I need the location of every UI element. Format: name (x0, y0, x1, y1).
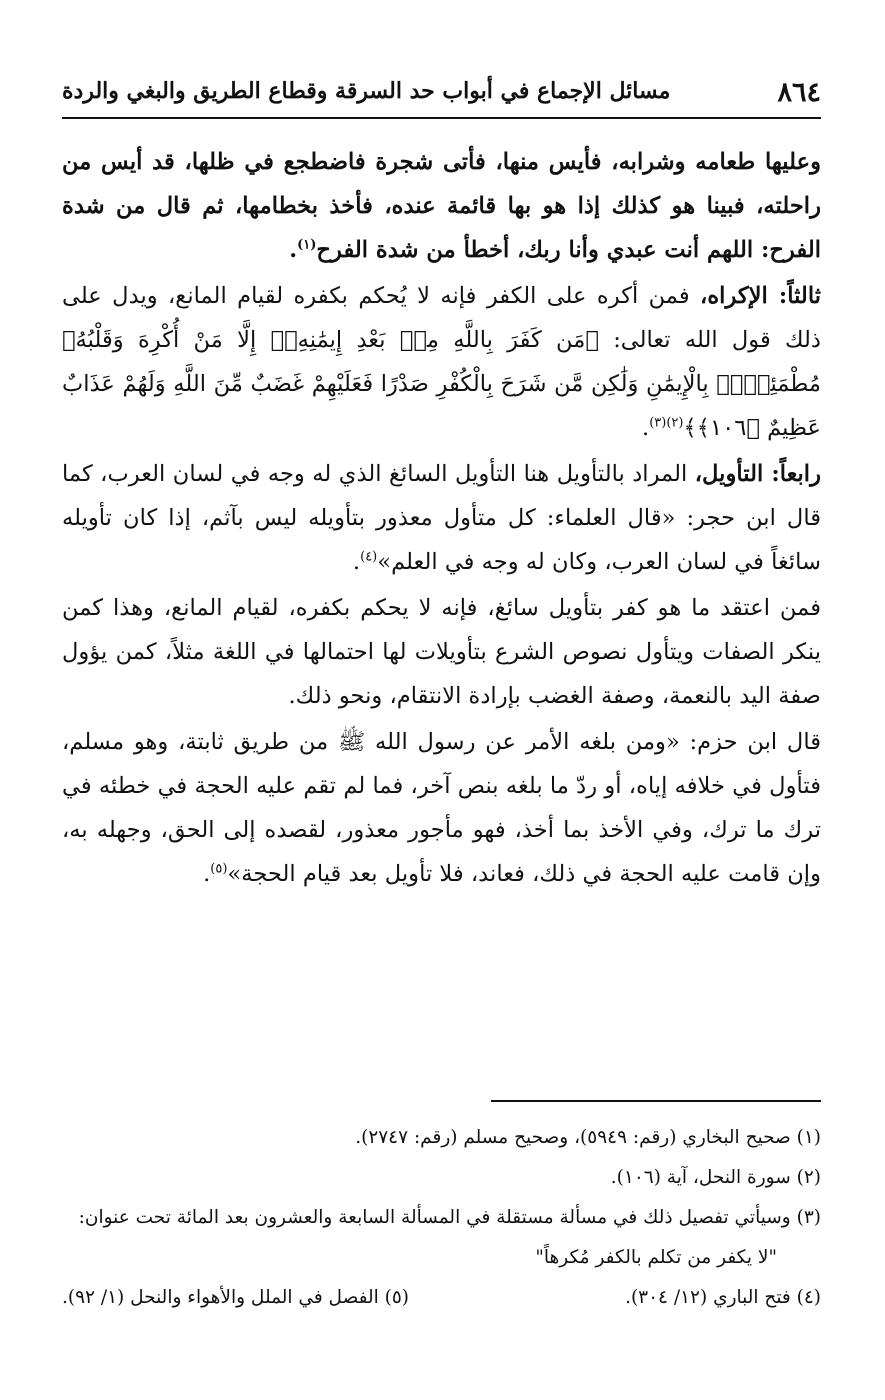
footnote-3: (٣) وسيأتي تفصيل ذلك في مسألة مستقلة في المسألة السابعة والعشرون بعد المائة تحت عنوان: (78, 1207, 821, 1228)
paragraph-4: فمن اعتقد ما هو كفر بتأويل سائغ، فإنه لا يحكم بكفره، لقيام المانع، وهذا كمن ينكر الصفات ويتأول نصوص الشرع بتأويلات لها احتمالها في اللغة مثلاً، كمن يؤول صفة اليد بالنعمة، وصفة الغضب بإرادة الانتقام، ونحو ذلك. (62, 595, 821, 709)
paragraph-1: وعليها طعامه وشرابه، فأيس منها، فأتى شجرة فاضطجع في ظلها، قد أيس من راحلته، فبينا هو كذلك إذا هو بها قائمة عنده، فأخذ بخطامها، ثم قال من شدة الفرح: اللهم أنت عبدي وأنا ربك، أخطأ من شدة الفرح$^{(١)}$. (62, 149, 821, 263)
footnote-ref-5: (٥) (210, 861, 228, 877)
section-heading-interpretation: رابعاً: التأويل، (694, 461, 821, 487)
footnote-3-continuation: "لا يكفر من تكلم بالكفر مُكرهاً" (535, 1247, 777, 1268)
paragraph-1-text: وعليها طعامه وشرابه، فأيس منها، فأتى شجرة فاضطجع في ظلها، قد أيس من راحلته، فبينا هو كذلك إذا هو بها قائمة عنده، فأخذ بخطامها، ثم قال من شدة الفرح: اللهم أنت عبدي وأنا ربك، أخطأ من شدة الفرح (62, 149, 821, 263)
footnote-row-4-5 (62, 1278, 821, 1318)
footnote-5: (٥) الفصل في الملل والأهواء والنحل (١/ ٩٢). (62, 1287, 410, 1308)
footnote-ref-1: (١) (297, 237, 317, 253)
footnote-2: (٢) سورة النحل، آية (١٠٦). (610, 1167, 821, 1188)
footnote-1: (١) صحيح البخاري (رقم: ٥٩٤٩)، وصحيح مسلم (رقم: ٢٧٤٧). (355, 1127, 821, 1148)
header-rule (62, 117, 821, 119)
footnote-ref-2-3: (٢)(٣) (649, 415, 684, 431)
footnote-ref-4: (٤) (360, 549, 378, 565)
section-heading-coercion: ثالثاً: الإكراه، (700, 283, 821, 309)
running-title: مسائل الإجماع في أبواب حد السرقة وقطاع الطريق والبغي والردة (62, 78, 671, 104)
paragraph-5-text: قال ابن حزم: «ومن بلغه الأمر عن رسول الله ﷺ من طريق ثابتة، وهو مسلم، فتأول في خلافه إياه، أو ردّ ما بلغه بنص آخر، فما لم تقم عليه الحجة في خطئه في ترك ما ترك، وفي الأخذ بما أخذ، فهو مأجور معذور، لقصده إلى الحق، وجهله به، وإن قامت عليه الحجة في ذلك، فعاند، فلا تأويل بعد قيام الحجة» (62, 729, 821, 887)
paragraph-2: ثالثاً: الإكراه، فمن أكره على الكفر فإنه لا يُحكم بكفره لقيام المانع، ويدل على ذلك قول الله تعالى: ﴿مَن كَفَرَ بِاللَّهِ مِنۢ بَعْدِ إِيمَٰنِهِۦٓ إِلَّا مَنْ أُكْرِهَ وَقَلْبُهُۥ مُطْمَئِنٌّۢ بِالْإِيمَٰنِ وَلَٰكِن مَّن شَرَحَ بِالْكُفْرِ صَدْرًا فَعَلَيْهِمْ غَضَبٌ مِّنَ اللَّهِ وَلَهُمْ عَذَابٌ عَظِيمٌ ﴿١٠٦﴾﴾$^{(٢)(٣)}$. (62, 283, 821, 441)
paragraph-3: رابعاً: التأويل، المراد بالتأويل هنا التأويل السائغ الذي له وجه في لسان العرب، كما قال ابن حجر: «قال العلماء: كل متأول معذور بتأويله ليس بآثم، إذا كان تأويله سائغاً في لسان العرب، وكان له وجه في العلم»$^{(٤)}$. (62, 461, 821, 575)
main-text (62, 140, 821, 898)
paragraph-2-text: فمن أكره على الكفر فإنه لا يُحكم بكفره لقيام المانع، ويدل على ذلك قول الله تعالى: (62, 283, 821, 353)
page-header (62, 62, 821, 112)
page-number: ٨٦٤ (777, 77, 821, 108)
quran-verse: ﴿مَن كَفَرَ بِاللَّهِ مِنۢ بَعْدِ إِيمَٰنِهِۦٓ إِلَّا مَنْ أُكْرِهَ وَقَلْبُهُۥ مُطْمَئِنٌّۢ بِالْإِيمَٰنِ وَلَٰكِن مَّن شَرَحَ بِالْكُفْرِ صَدْرًا فَعَلَيْهِمْ غَضَبٌ مِّنَ اللَّهِ وَلَهُمْ عَذَابٌ عَظِيمٌ ﴿١٠٦﴾﴾ (62, 327, 821, 441)
paragraph-3-text: المراد بالتأويل هنا التأويل السائغ الذي له وجه في لسان العرب، كما قال ابن حجر: «قال العلماء: كل متأول معذور بتأويله ليس بآثم، إذا كان تأويله سائغاً في لسان العرب، وكان له وجه في العلم» (62, 461, 821, 575)
footnotes (62, 1118, 821, 1318)
paragraph-5: قال ابن حزم: «ومن بلغه الأمر عن رسول الله ﷺ من طريق ثابتة، وهو مسلم، فتأول في خلافه إياه، أو ردّ ما بلغه بنص آخر، فما لم تقم عليه الحجة في خطئه في ترك ما ترك، وفي الأخذ بما أخذ، فهو مأجور معذور، لقصده إلى الحق، وجهله به، وإن قامت عليه الحجة في ذلك، فعاند، فلا تأويل بعد قيام الحجة»$^{(٥)}$. (62, 729, 821, 887)
footnote-4: (٤) فتح الباري (١٢/ ٣٠٤). (625, 1287, 821, 1308)
footnote-separator (491, 1100, 821, 1102)
